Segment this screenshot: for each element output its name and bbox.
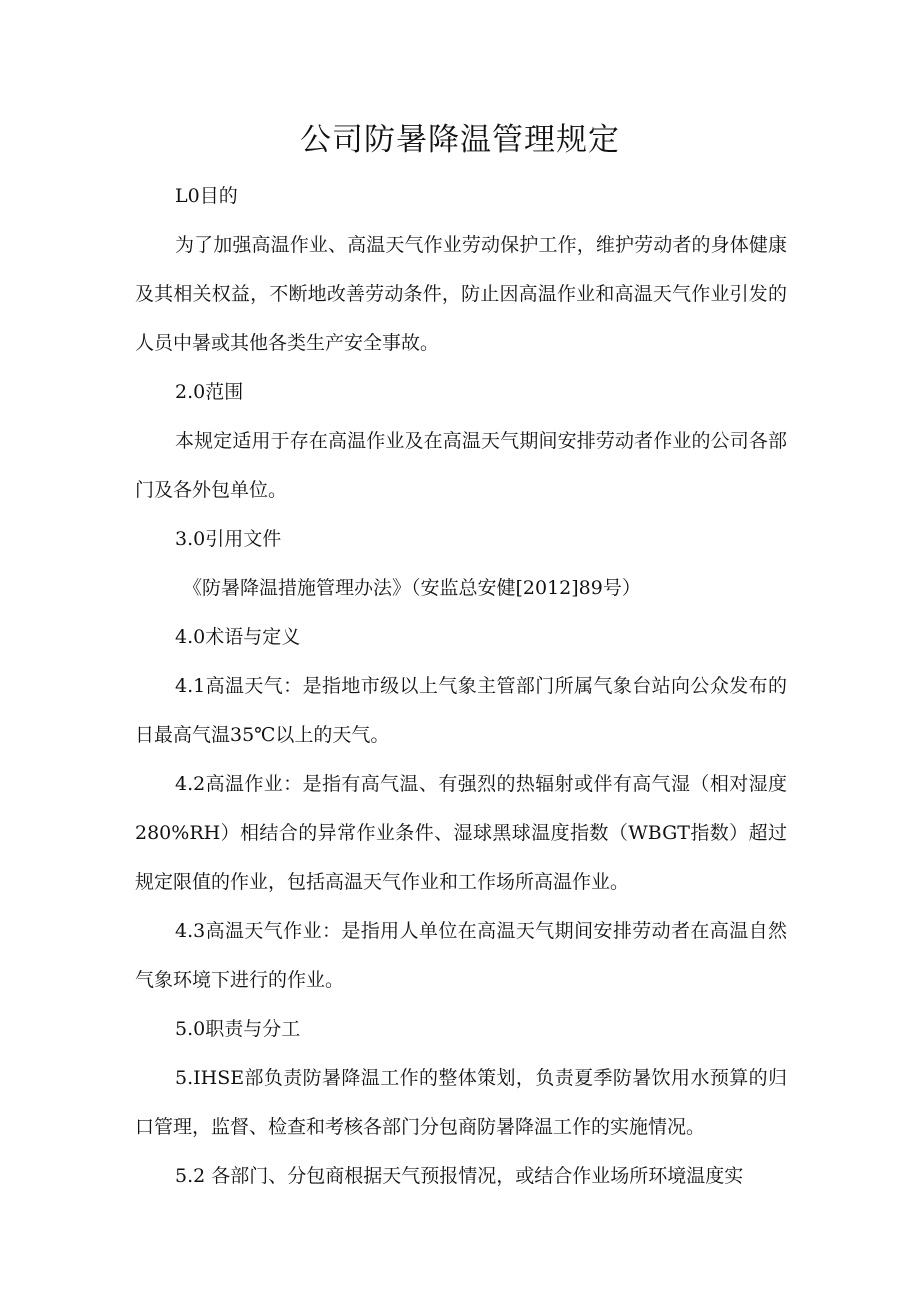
paragraph-scope: 本规定适用于存在高温作业及在高温天气期间安排劳动者作业的公司各部门及各外包单位。 [135,430,787,501]
document-title: 公司防暑降温管理规定 [300,122,620,158]
section-heading-scope: 2.0范围 [175,381,244,403]
section-heading-references: 3.0引用文件 [175,528,282,550]
paragraph-term-high-temperature-weather-work: 4.3高温天气作业：是指用人单位在高温天气期间安排劳动者在高温自然气象环境下进行的作业。 [135,920,787,991]
paragraph-reference-document: 《防暑降温措施管理办法》（安监总安健[2012]89号） [183,577,641,599]
paragraph-responsibility-hse: 5.IHSE部负责防暑降温工作的整体策划，负责夏季防暑饮用水预算的归口管理，监督、检查和考核各部门分包商防暑降温工作的实施情况。 [135,1067,787,1138]
paragraph-term-high-temperature-work: 4.2高温作业：是指有高气温、有强烈的热辐射或伴有高气湿（相对湿度280%RH）相结合的异常作业条件、湿球黑球温度指数（WBGT指数）超过规定限值的作业，包括高温天气作业和工作场所高温作业。 [135,773,787,893]
paragraph-purpose: 为了加强高温作业、高温天气作业劳动保护工作，维护劳动者的身体健康及其相关权益，不断地改善劳动条件，防止因高温作业和高温天气作业引发的人员中暑或其他各类生产安全事故。 [135,234,787,354]
paragraph-responsibility-departments: 5.2 各部门、分包商根据天气预报情况，或结合作业场所环境温度实 [175,1165,744,1187]
document-body [135,172,787,1201]
paragraph-term-high-temperature-weather: 4.1高温天气：是指地市级以上气象主管部门所属气象台站向公众发布的日最高气温35℃以上的天气。 [135,675,787,746]
section-heading-responsibilities: 5.0职责与分工 [175,1018,301,1040]
section-heading-purpose: L0目的 [175,185,238,207]
section-heading-terms: 4.0术语与定义 [175,626,301,648]
